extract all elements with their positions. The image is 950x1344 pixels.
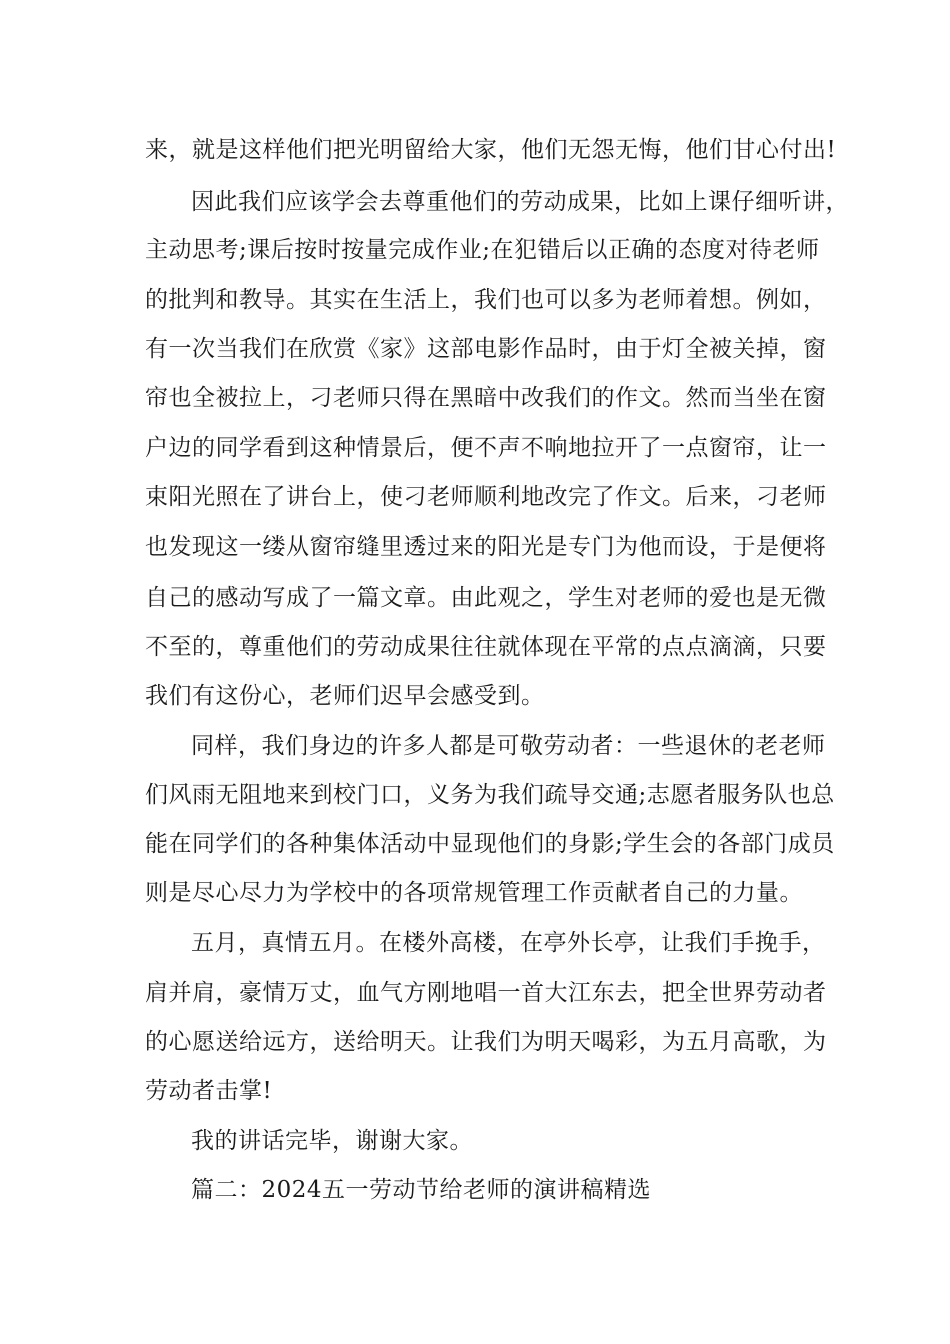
paragraph-start-line: 因此我们应该学会去尊重他们的劳动成果，比如上课仔细听讲， [191, 189, 849, 215]
text-line-1: 来，就是这样他们把光明留给大家，他们无怨无悔，他们甘心付出! [145, 137, 837, 163]
closing-line: 我的讲话完毕，谢谢大家。 [191, 1128, 473, 1154]
paragraph-start-line: 五月，真情五月。在楼外高楼，在亭外长亭，让我们手挽手， [191, 930, 826, 956]
text-line-12: 我们有这份心，老师们迟早会感受到。 [145, 683, 545, 709]
text-line-9: 也发现这一缕从窗帘缝里透过来的阳光是专门为他而设，于是便将 [145, 534, 827, 560]
text-line-3: 主动思考;课后按时按量完成作业;在犯错后以正确的态度对待老师 [145, 237, 820, 263]
text-line-6: 帘也全被拉上，刁老师只得在黑暗中改我们的作文。然而当坐在窗 [145, 385, 827, 411]
text-line-8: 束阳光照在了讲台上，使刁老师顺利地改完了作文。后来，刁老师 [145, 484, 827, 510]
text-line-15: 能在同学们的各种集体活动中显现他们的身影;学生会的各部门成员 [145, 831, 835, 857]
text-line-16: 则是尽心尽力为学校中的各项常规管理工作贡献者自己的力量。 [145, 880, 803, 906]
text-line-14: 们风雨无阻地来到校门口，义务为我们疏导交通;志愿者服务队也总 [145, 782, 835, 808]
text-line-4: 的批判和教导。其实在生活上，我们也可以多为老师着想。例如， [145, 287, 827, 313]
text-line-11: 不至的，尊重他们的劳动成果往往就体现在平常的点点滴滴，只要 [145, 634, 827, 660]
text-line-7: 户边的同学看到这种情景后，便不声不响地拉开了一点窗帘，让一 [145, 435, 827, 461]
text-line-10: 自己的感动写成了一篇文章。由此观之，学生对老师的爱也是无微 [145, 585, 827, 611]
text-line-19: 的心愿送给远方，送给明天。让我们为明天喝彩，为五月高歌，为 [145, 1029, 827, 1055]
section-heading: 篇二：2024五一劳动节给老师的演讲稿精选 [191, 1177, 652, 1203]
paragraph-start-line: 同样，我们身边的许多人都是可敬劳动者：一些退休的老老师 [191, 733, 826, 759]
text-line-20: 劳动者击掌! [145, 1078, 273, 1104]
text-line-5: 有一次当我们在欣赏《家》这部电影作品时，由于灯全被关掉，窗 [145, 336, 827, 362]
text-line-18: 肩并肩，豪情万丈，血气方刚地唱一首大江东去，把全世界劳动者 [145, 980, 827, 1006]
